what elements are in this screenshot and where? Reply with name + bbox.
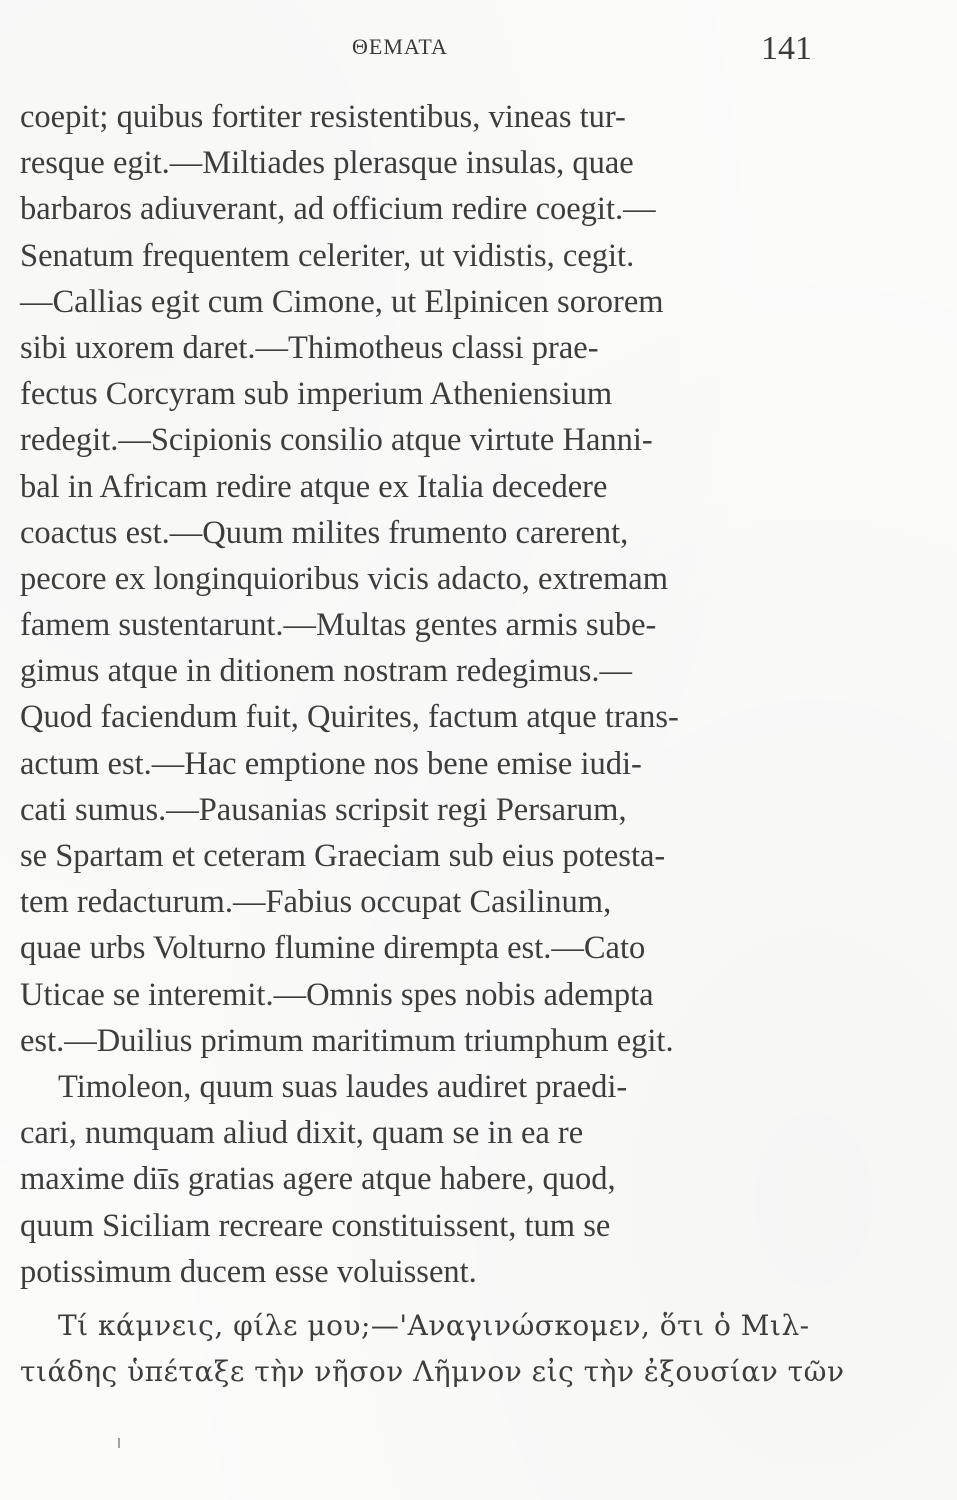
text-line: pecore ex longinquioribus vicis adacto, extremam [20,560,668,597]
page-number: 141 [761,30,812,67]
text-line: cari, numquam aliud dixit, quam se in ea re [20,1115,584,1152]
text-line: actum est.—Hac emptione nos bene emise iudi- [20,745,642,782]
text-line: famem sustentarunt.—Multas gentes armis sube- [20,607,657,644]
text-line: cati sumus.—Pausanias scripsit regi Persarum, [20,791,627,828]
ink-speck [118,1438,120,1448]
text-line: est.—Duilius primum maritimum triumphum egit. [20,1022,674,1059]
text-line: maxime diīs gratias agere atque habere, quod, [20,1161,616,1198]
text-line: tem redacturum.—Fabius occupat Casilinum, [20,884,612,921]
body-text [20,94,845,1395]
text-line: potissimum ducem esse voluissent. [20,1253,477,1290]
paragraph-2 [20,1064,810,1295]
running-head: ΘΕΜΑΤΑ [352,34,448,59]
text-line: Timoleon, quum suas laudes audiret praedi- [58,1068,628,1105]
text-line: Τί κάμνεις, φίλε μου;—'Αναγινώσκομεν, ὅτι ὁ Μιλ- [58,1308,810,1342]
text-line: se Spartam et ceteram Graeciam sub eius potesta- [20,838,666,874]
text-line: quae urbs Volturno flumine dirempta est.—Cato [20,930,646,967]
text-line: fectus Corcyram sub imperium Atheniensium [20,376,613,413]
page-header [0,30,957,70]
text-line: resque egit.—Miltiades plerasque insulas, quae [20,145,634,182]
text-line: —Callias egit cum Cimone, ut Elpinicen sororem [20,283,664,320]
text-line: gimus atque in ditionem nostram redegimus.— [20,653,632,690]
text-line: τιάδης ὑπέταξε τὴν νῆσον Λῆμνον εἰς τὴν ἐξουσίαν τῶν [20,1355,845,1389]
text-line: Senatum frequentem celeriter, ut vidistis, cegit. [20,237,635,274]
text-line: Uticae se interemit.—Omnis spes nobis adempta [20,976,654,1013]
text-line: bal in Africam redire atque ex Italia decedere [20,468,608,505]
text-line: coepit; quibus fortiter resistentibus, vineas tur- [20,99,626,135]
text-line: redegit.—Scipionis consilio atque virtute Hanni- [20,422,653,459]
text-line: quum Siciliam recreare constituissent, tum se [20,1207,611,1244]
paragraph-3-greek [20,1303,845,1395]
text-line: Quod faciendum fuit, Quirites, factum atque trans- [20,699,679,736]
text-line: coactus est.—Quum milites frumento carerent, [20,514,629,551]
paragraph-1 [20,94,810,1064]
text-line: barbaros adiuverant, ad officium redire coegit.— [20,191,656,228]
text-line: sibi uxorem daret.—Thimotheus classi prae- [20,329,599,366]
